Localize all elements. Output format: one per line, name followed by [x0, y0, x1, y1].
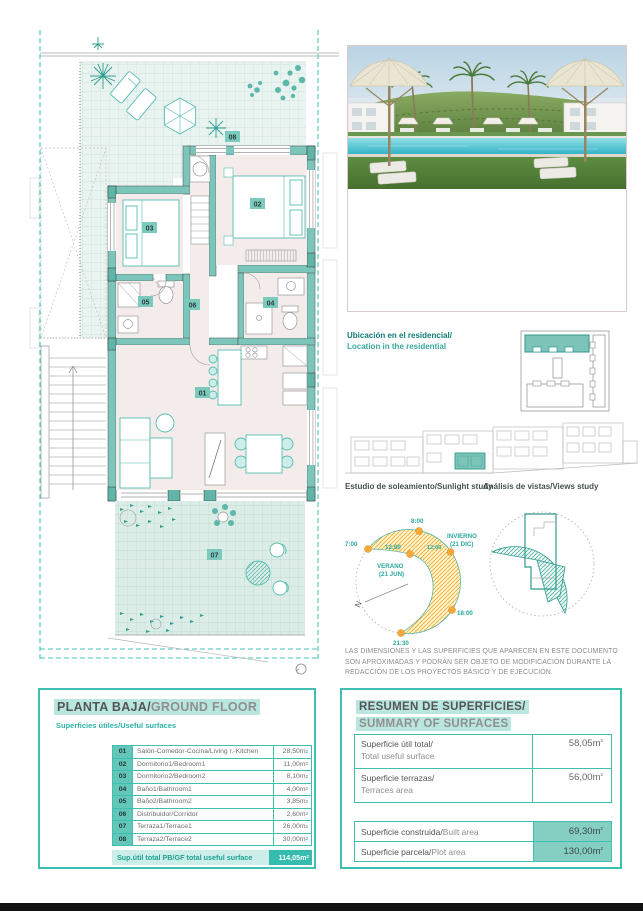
room-surfaces-table [112, 745, 312, 846]
summary-title-es: RESUMEN DE SUPERFICIES/ [356, 700, 529, 714]
summary-label: Superficie útil total/ Total useful surface [355, 735, 533, 768]
table-row [113, 784, 311, 797]
room-label-03: 03 [145, 225, 154, 233]
room-name: Salón-Comedor-Cocina/Living r.-Kitchen [133, 746, 274, 758]
table-row [113, 809, 311, 822]
time-1200-summer: 12:00 [385, 544, 401, 551]
table-row [113, 746, 311, 759]
room-number: 02 [113, 759, 133, 771]
room-name: Baño1/Bathroom1 [133, 784, 274, 796]
room-area: 11,00 m 2 [283, 760, 308, 768]
room-label-02: 02 [253, 201, 262, 209]
summary-table-top [354, 734, 612, 803]
table-row [355, 842, 611, 861]
location-title-es: Ubicación en el residencial/ [347, 331, 452, 340]
room-label-01: 01 [198, 390, 207, 398]
room-number: 03 [113, 771, 133, 783]
ground-floor-subtitle: Superficies útiles/Useful surfaces [56, 721, 177, 730]
table-row [113, 771, 311, 784]
table-row [113, 834, 311, 846]
summary-label: Superficie construida/ Built area [361, 826, 479, 837]
room-area: 4,00 m 2 [286, 785, 308, 793]
room-label-06: 06 [188, 302, 197, 310]
room-name: Terraza1/Terrace1 [133, 821, 274, 833]
summary-label: Superficie terrazas/ Terraces area [355, 769, 533, 802]
winter-date-label: (21 DIC) [450, 541, 474, 548]
location-title-en: Location in the residential [347, 341, 447, 351]
footer-bar [0, 903, 643, 911]
total-useful-surface-row [112, 850, 312, 865]
room-area: 26,00 m 2 [282, 823, 308, 831]
sofa [120, 414, 174, 488]
room-area: 8,10 m 2 [286, 773, 308, 781]
room-area: 30,00 m 2 [282, 835, 308, 843]
residential-render-photo [348, 46, 626, 189]
summary-value: $56,00m^2$ [568, 771, 603, 783]
floor-plan-drawing [28, 28, 340, 680]
street-lines [40, 53, 339, 56]
summary-value: $58,05m^2$ [568, 737, 603, 749]
summer-label: VERANO [377, 563, 404, 570]
north-label: N [353, 599, 364, 609]
room-area: 3,85 m 2 [286, 798, 308, 806]
total-value: 114,05 m 2 [269, 850, 312, 865]
table-row [113, 796, 311, 809]
time-1200-winter: 12:00 [427, 545, 442, 551]
room-name: Terraza2/Terrace2 [133, 834, 274, 846]
time-0700: 7:00 [345, 541, 358, 548]
render-photo-frame [347, 45, 627, 312]
ground-floor-title [54, 699, 260, 715]
table-row [113, 759, 311, 772]
summary-title-en: SUMMARY OF SURFACES [356, 717, 511, 731]
room-area: 28,50 m 2 [282, 748, 308, 756]
room-number: 07 [113, 821, 133, 833]
room-number: 04 [113, 784, 133, 796]
summary-value: $130,00m^2$ [533, 842, 611, 861]
winter-label: INVIERNO [447, 533, 477, 540]
time-1800: 18:00 [457, 610, 473, 617]
room-label-07: 07 [210, 552, 219, 560]
room-label-05: 05 [141, 299, 150, 307]
sunlight-study-diagram [343, 492, 479, 648]
room-area: 2,60 m 2 [286, 810, 308, 818]
room-number: 06 [113, 809, 133, 821]
room-number: 01 [113, 746, 133, 758]
room-number: 05 [113, 796, 133, 808]
views-study-title: Análisis de vistas/Views study [483, 482, 599, 491]
sun-path-band [368, 530, 461, 634]
summary-table-bottom [354, 821, 612, 862]
stair-shaft [191, 196, 209, 244]
summary-label: Superficie parcela/ Plot area [361, 846, 466, 857]
table-row [113, 821, 311, 834]
summer-date-label: (21 JUN) [379, 571, 405, 578]
room-label-04: 04 [266, 300, 275, 308]
disclaimer-text: LAS DIMENSIONES Y LAS SUPERFICIES QUE APARECEN EN ESTE DOCUMENTO SON APROXIMADAS Y PODRÁN SER OBJETO DE MODIFICACIÓN DURANTE LA REDACCIÓN DE LOS PROYECTOS BÁSICO Y DE EJECUCIÓN. [345, 648, 618, 677]
room-number: 08 [113, 834, 133, 846]
room-name: Dormitorio2/Bedroom2 [133, 771, 274, 783]
total-label: Sup.útil total PB/GF total useful surface [112, 850, 269, 865]
room-label-08: 08 [228, 134, 237, 142]
room-name: Distribuidor/Corridor [133, 809, 274, 821]
elevation-drawing [343, 415, 640, 477]
location-title [347, 331, 452, 353]
time-0800: 8:00 [411, 518, 424, 525]
ground-floor-title-es: PLANTA BAJA/ [57, 700, 151, 714]
ground-floor-title-en: GROUND FLOOR [150, 700, 258, 714]
ground-floor-panel [38, 688, 316, 869]
sun-study-title: Estudio de soleamiento/Sunlight study [345, 482, 493, 491]
summary-panel [340, 688, 622, 869]
table-row [355, 822, 611, 842]
room-name: Baño2/Bathroom2 [133, 796, 274, 808]
wardrobe [246, 250, 296, 261]
views-study-diagram [482, 492, 607, 640]
table-row [355, 735, 611, 769]
site-plan-diagram [515, 328, 615, 416]
terrace-1-tiles [115, 501, 305, 635]
summary-value: $69,30m^2$ [533, 822, 611, 841]
room-name: Dormitorio1/Bedroom1 [133, 759, 274, 771]
section-marker [296, 664, 306, 674]
tv-unit [205, 433, 225, 485]
time-2130: 21:30 [393, 640, 409, 647]
washer-icon [190, 156, 210, 182]
table-row [355, 769, 611, 802]
highlighted-unit [455, 453, 485, 469]
summary-title [356, 699, 529, 732]
